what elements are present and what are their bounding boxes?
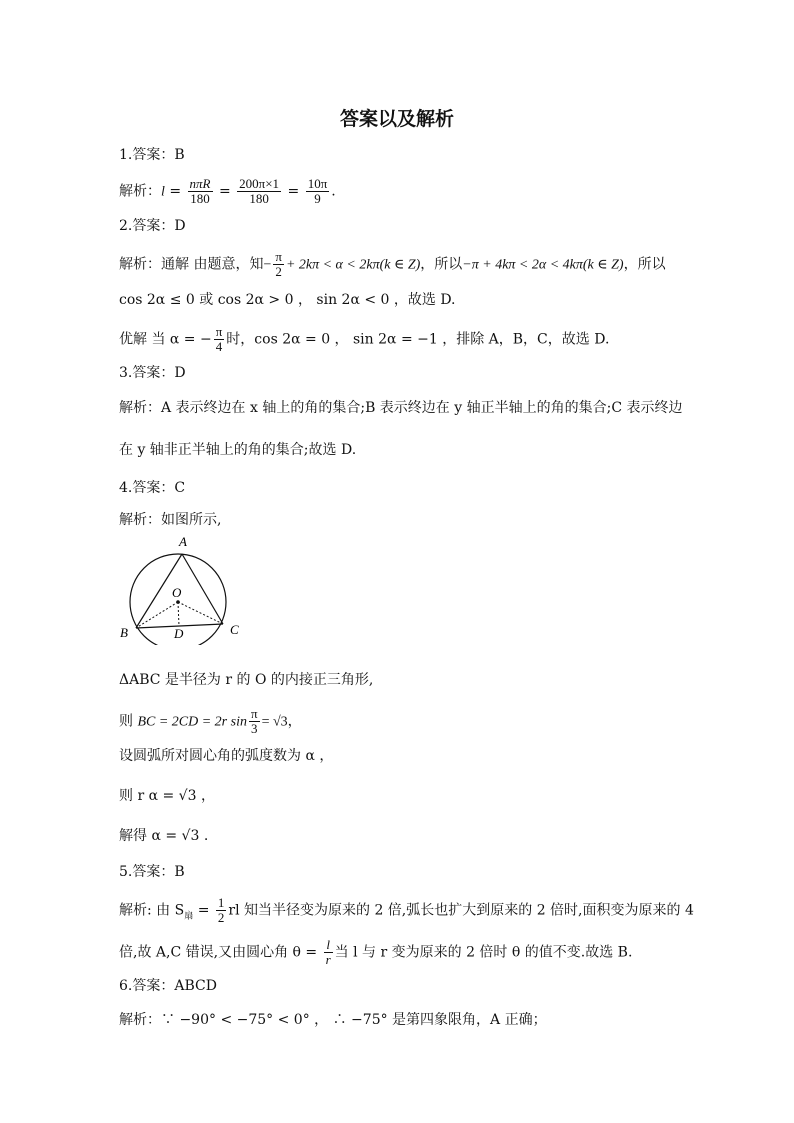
q3-answer: 3.答案：D <box>119 365 186 381</box>
q4-explanation-line-4: 设圆弧所对圆心角的弧度数为 α ， <box>119 748 334 764</box>
q1-fraction-2: $\frac{200\pi\times 1}{180}$ <box>239 176 280 206</box>
label-d: D <box>174 626 184 641</box>
q1-fraction-1: $\frac{\text{nπR}}{180}$ <box>189 176 211 206</box>
q3-explanation-line-1: 解析：A 表示终边在 x 轴上的角的集合;B 表示终边在 y 轴正半轴上的角的集合;C 表示终边 <box>119 400 683 416</box>
q1-exp-prefix: 解析： <box>119 183 161 200</box>
page-title: 答案以及解析 <box>339 108 454 130</box>
q5-explanation-line-1: 解析: 由 $S_扇$ = $\frac{1}{2}$ rl 知当半径变为原来的 2 倍,弧长也扩大到原来的 2 倍时,面积变为原来的 4 <box>119 895 694 925</box>
q2-fraction-pi-over-2: $\frac{\pi}{2}$ <box>275 249 282 279</box>
label-o: O <box>172 585 182 600</box>
q4-explanation-line-5: 则 r α = √3 ， <box>119 788 215 804</box>
q6-answer: 6.答案：ABCD <box>119 978 217 994</box>
q5-fraction-half: $\frac{1}{2}$ <box>217 895 225 925</box>
q2-explanation-line-1: 解析：通解 由题意，知− $\frac{\pi}{2}$ + 2kπ < α < 2kπ(k ∈ Z)，所以−π + 4kπ < 2α < 4kπ(k ∈ Z)，所以 <box>119 249 666 279</box>
q1-fraction-3: $\frac{10\pi}{9}$ <box>307 176 328 206</box>
q5-explanation-line-2: 倍,故 A,C 错误,又由圆心角 θ = $\frac{l}{r}$ 当 l 与 r 变为原来的 2 倍时 θ 的值不变.故选 B. <box>119 937 633 967</box>
q4-explanation-line-2: ΔABC 是半径为 r 的 O 的内接正三角形, <box>119 672 374 688</box>
circle-triangle-figure <box>112 530 252 645</box>
q1-lhs: l <box>161 184 165 200</box>
q5-answer: 5.答案：B <box>119 864 185 880</box>
label-b: B <box>120 625 128 640</box>
center-point <box>176 600 180 604</box>
segment-ob <box>136 602 178 628</box>
q2-explanation-line-3: 优解 当 α = − $\frac{\pi}{4}$ 时，cos 2α = 0 ， sin 2α = −1 ，排除 A，B，C，故选 D. <box>119 324 610 354</box>
q1-explanation: 解析：l = $\frac{\text{nπR}}{180}$ = $\frac{200\pi\times 1}{180}$ = $\frac{10\pi}{9}$ . <box>119 176 336 206</box>
q4-explanation-line-6: 解得 α = √3 . <box>119 828 209 844</box>
q5-fraction-l-over-r: $\frac{l}{r}$ <box>325 937 331 967</box>
label-a: A <box>179 534 187 549</box>
q2-explanation-line-2: cos 2α ≤ 0 或 cos 2α > 0 ， sin 2α < 0 ，故选 D. <box>119 292 456 308</box>
q4-explanation-line-1: 解析：如图所示, <box>119 512 222 528</box>
side-ac <box>182 554 223 624</box>
q2-fraction-pi-over-4: $\frac{\pi}{4}$ <box>215 324 223 354</box>
q6-explanation-line-1: 解析：∵ −90° < −75° < 0° ， ∴ −75° 是第四象限角，A 正确； <box>119 1012 547 1028</box>
q4-explanation-line-3: 则 BC = 2CD = 2r sin $\frac{\pi}{3}$ = √3， <box>119 706 302 736</box>
q4-answer: 4.答案：C <box>119 480 186 496</box>
label-c: C <box>230 622 239 637</box>
q3-explanation-line-2: 在 y 轴非正半轴上的角的集合;故选 D. <box>119 442 357 458</box>
q4-fraction-pi-over-3: $\frac{\pi}{3}$ <box>250 706 258 736</box>
segment-od <box>178 602 179 626</box>
q2-answer: 2.答案：D <box>119 218 186 234</box>
q1-answer: 1.答案：B <box>119 147 185 163</box>
